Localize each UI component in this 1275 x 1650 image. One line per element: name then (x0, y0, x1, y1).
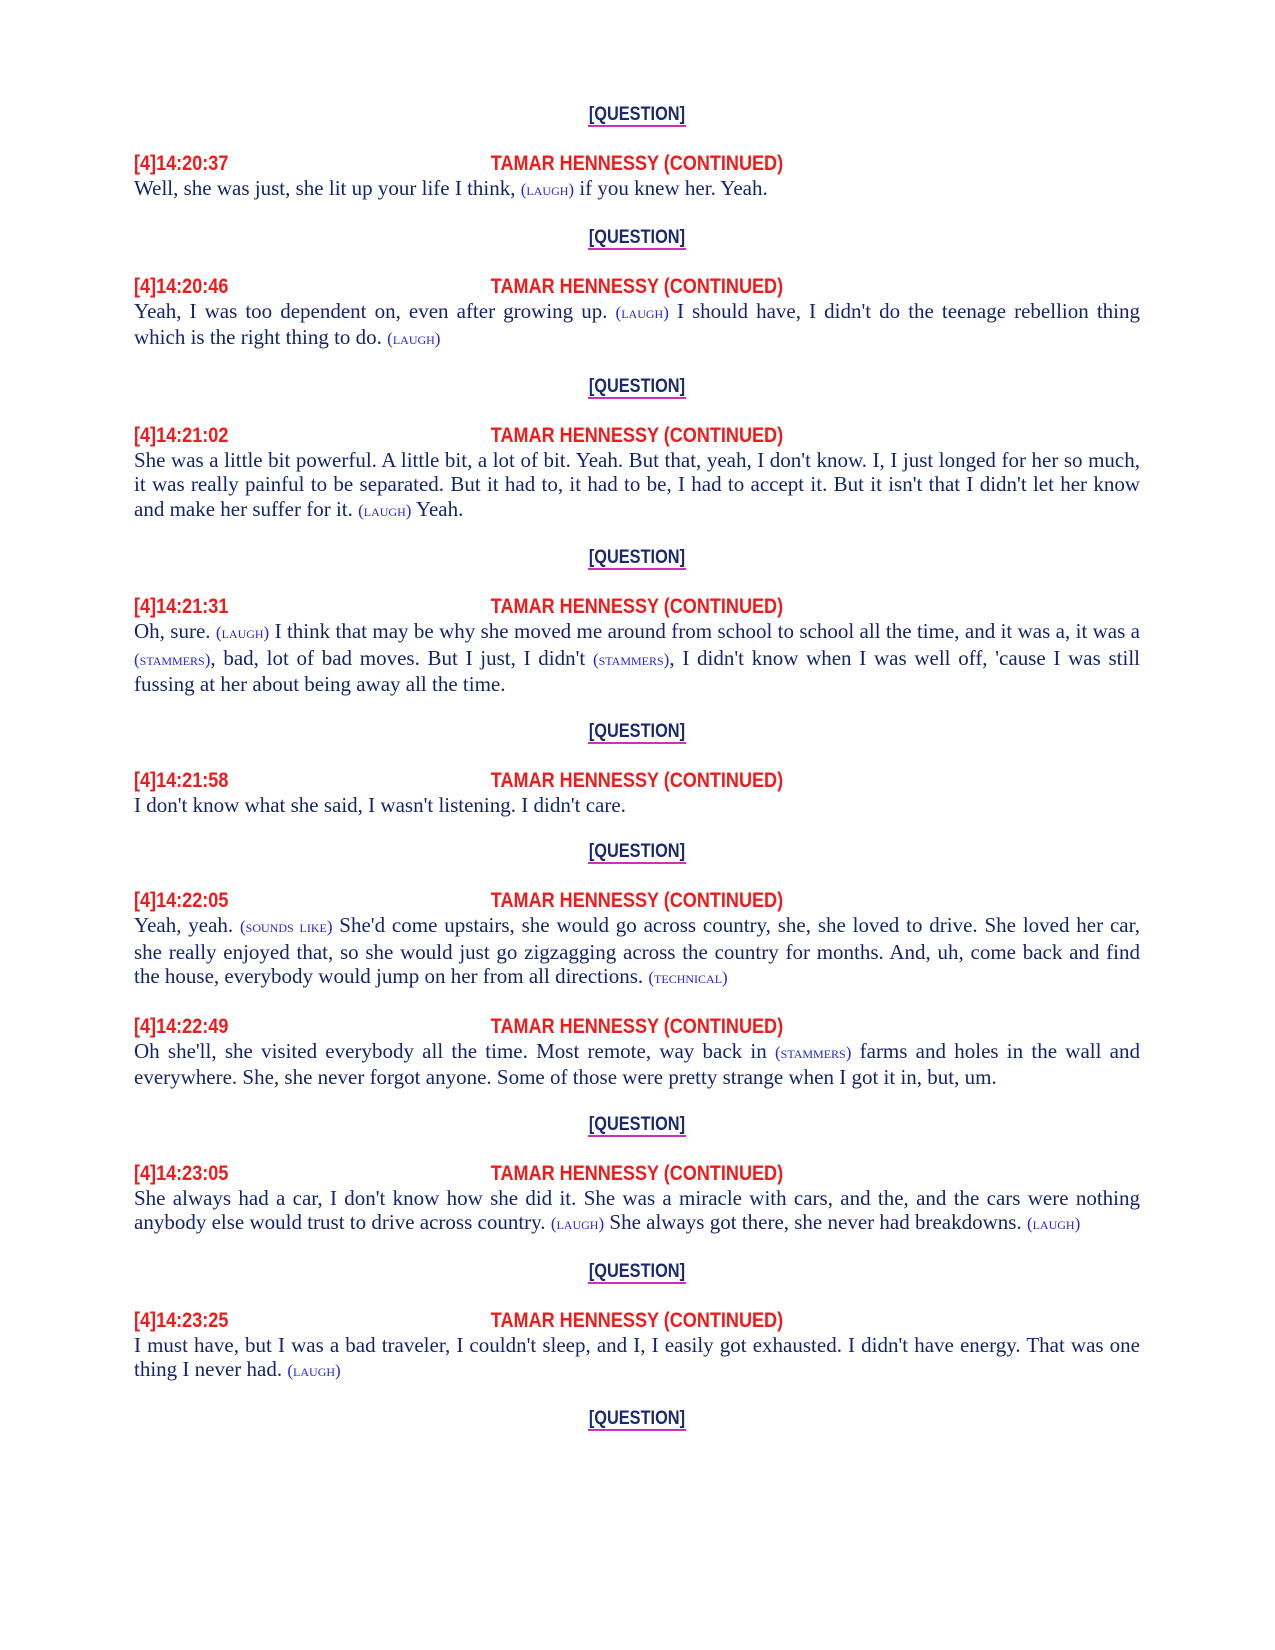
stage-note: (laugh) (520, 180, 575, 199)
answer-segment: I don't know what she said, I wasn't listening. I didn't care. (134, 792, 626, 817)
speaker-label: TAMAR HENNESSY (CONTINUED) (490, 1014, 784, 1038)
question-label: [QUESTION] (588, 104, 686, 125)
entry-header (134, 1162, 1140, 1186)
question-label: [QUESTION] (588, 226, 686, 248)
question-marker (134, 227, 1140, 251)
answer-segment: She always had a car, I don't know how she did it. She was a miracle with cars, and the, and the cars were nothing anybody else would trust to drive across country. (134, 1185, 1140, 1234)
spacer (134, 991, 1140, 1015)
answer-segment: , I didn't know when I was well off, 'cause I was still fussing at her about being away all the time. (134, 645, 1140, 696)
answer-text (134, 448, 1140, 524)
transcript-entry (134, 275, 1140, 352)
spacer (134, 251, 1140, 275)
speaker-label: TAMAR HENNESSY (CONTINUED) (490, 889, 784, 912)
spacer (134, 203, 1140, 227)
question-marker (134, 721, 1140, 745)
entry-header (134, 1309, 1140, 1333)
answer-segment: She'd come upstairs, she would go across country, she, she loved to drive. She loved her car, she really enjoyed that, so she would just go zigzagging across the country for months. And, uh, come back and find the house, everybody would jump on her from all directions. (134, 913, 1140, 988)
question-marker (134, 376, 1140, 400)
answer-segment: , bad, lot of bad moves. But I just, I didn't (210, 645, 593, 670)
answer-segment: She was a little bit powerful. A little bit, a lot of bit. Yeah. But that, yeah, I don't know. I, I just longed for her so much, it was really painful to be separated. But it had to, it had to be, I had to accept it. But it isn't that I didn't let her know and make her suffer for it. (134, 447, 1140, 521)
question-label: [QUESTION] (588, 841, 686, 862)
timecode: [4]14:20:37 (134, 152, 229, 175)
transcript-entry (134, 424, 1140, 524)
question-marker (134, 547, 1140, 571)
transcript-entry (134, 1162, 1140, 1237)
spacer (134, 1285, 1140, 1309)
transcript-entry (134, 889, 1140, 991)
timecode: [4]14:20:46 (134, 274, 229, 298)
answer-segment: I should have, I didn't do the teenage rebellion thing which is the right thing to do. (134, 298, 1140, 349)
transcript-entry (134, 769, 1140, 818)
speaker-label: TAMAR HENNESSY (CONTINUED) (490, 1308, 784, 1332)
speaker-label: TAMAR HENNESSY (CONTINUED) (490, 595, 784, 618)
spacer (134, 697, 1140, 721)
timecode: [4]14:22:05 (134, 889, 229, 912)
speaker-name (134, 595, 1140, 619)
answer-segment: She always got there, she never had breakdowns. (604, 1210, 1027, 1234)
timecode: [4]14:21:31 (134, 595, 229, 618)
timecode: [4]14:23:25 (134, 1308, 229, 1332)
question-marker (134, 1408, 1140, 1432)
transcript-entry (134, 1015, 1140, 1090)
timecode: [4]14:22:49 (134, 1014, 229, 1038)
stage-note: (laugh) (615, 302, 669, 322)
question-marker (134, 1114, 1140, 1138)
answer-text (134, 619, 1140, 697)
question-marker (134, 104, 1140, 128)
speaker-label: TAMAR HENNESSY (CONTINUED) (490, 423, 784, 447)
speaker-name (134, 1162, 1140, 1186)
answer-text (134, 1186, 1140, 1237)
question-marker (134, 1261, 1140, 1285)
entry-header (134, 769, 1140, 793)
timecode: [4]14:21:58 (134, 768, 229, 792)
speaker-name (134, 275, 1140, 299)
answer-segment: Yeah. (411, 496, 464, 521)
answer-segment: I think that may be why she moved me around from school to school all the time, and it was a, it was a (269, 619, 1140, 643)
entry-header (134, 424, 1140, 448)
stage-note: (stammers) (775, 1042, 852, 1062)
speaker-name (134, 1309, 1140, 1333)
stage-note: (laugh) (287, 1361, 341, 1380)
entry-header (134, 275, 1140, 299)
stage-note: (laugh) (358, 500, 412, 520)
transcript-entry (134, 1309, 1140, 1384)
answer-text (134, 299, 1140, 352)
speaker-name (134, 1015, 1140, 1039)
spacer (134, 1090, 1140, 1114)
stage-note: (technical) (648, 968, 728, 987)
spacer (134, 352, 1140, 376)
speaker-name (134, 769, 1140, 793)
spacer (134, 1138, 1140, 1162)
entry-header (134, 595, 1140, 619)
stage-note: (laugh) (387, 329, 441, 348)
transcript-entry (134, 152, 1140, 203)
speaker-name (134, 424, 1140, 448)
answer-segment: I must have, but I was a bad traveler, I couldn't sleep, and I, I easily got exhausted. I didn't have energy. That was one thing I never had. (134, 1332, 1140, 1381)
answer-text (134, 176, 1140, 203)
answer-segment: if you knew her. Yeah. (574, 176, 768, 200)
question-label: [QUESTION] (588, 720, 686, 742)
answer-text (134, 1333, 1140, 1384)
answer-text (134, 1039, 1140, 1090)
answer-segment: Well, she was just, she lit up your life I think, (134, 176, 521, 200)
question-label: [QUESTION] (588, 1260, 686, 1282)
answer-text (134, 913, 1140, 991)
entry-header (134, 1015, 1140, 1039)
answer-segment: Yeah, I was too dependent on, even after growing up. (134, 298, 616, 323)
question-label: [QUESTION] (588, 1407, 686, 1429)
spacer (134, 745, 1140, 769)
answer-segment: Yeah, yeah. (134, 913, 240, 937)
stage-note: (stammers) (134, 649, 211, 669)
entry-header (134, 889, 1140, 913)
speaker-label: TAMAR HENNESSY (CONTINUED) (490, 768, 784, 792)
spacer (134, 571, 1140, 595)
stage-note: (laugh) (1026, 1214, 1081, 1233)
stage-note: (laugh) (215, 623, 270, 642)
timecode: [4]14:23:05 (134, 1161, 229, 1185)
timecode: [4]14:21:02 (134, 423, 229, 447)
transcript-entry (134, 595, 1140, 697)
spacer (134, 817, 1140, 841)
answer-segment: Oh she'll, she visited everybody all the time. Most remote, way back in (134, 1038, 775, 1063)
stage-note: (laugh) (550, 1214, 605, 1233)
stage-note: (stammers) (592, 649, 670, 669)
spacer (134, 1384, 1140, 1408)
speaker-name (134, 152, 1140, 176)
spacer (134, 128, 1140, 152)
spacer (134, 400, 1140, 424)
speaker-label: TAMAR HENNESSY (CONTINUED) (490, 152, 784, 175)
question-label: [QUESTION] (588, 547, 686, 568)
spacer (134, 523, 1140, 547)
answer-segment: Oh, sure. (134, 619, 216, 643)
question-marker (134, 841, 1140, 865)
answer-text (134, 793, 1140, 818)
spacer (134, 865, 1140, 889)
entry-header (134, 152, 1140, 176)
question-label: [QUESTION] (588, 1113, 686, 1135)
spacer (134, 1237, 1140, 1261)
speaker-label: TAMAR HENNESSY (CONTINUED) (490, 274, 784, 298)
transcript-page (134, 104, 1140, 1432)
stage-note: (sounds like) (240, 917, 333, 936)
speaker-name (134, 889, 1140, 913)
speaker-label: TAMAR HENNESSY (CONTINUED) (490, 1161, 784, 1185)
question-label: [QUESTION] (588, 375, 686, 397)
answer-segment: farms and holes in the wall and everywhere. She, she never forgot anyone. Some of those were pretty strange when I got it in, but, um. (134, 1038, 1140, 1089)
